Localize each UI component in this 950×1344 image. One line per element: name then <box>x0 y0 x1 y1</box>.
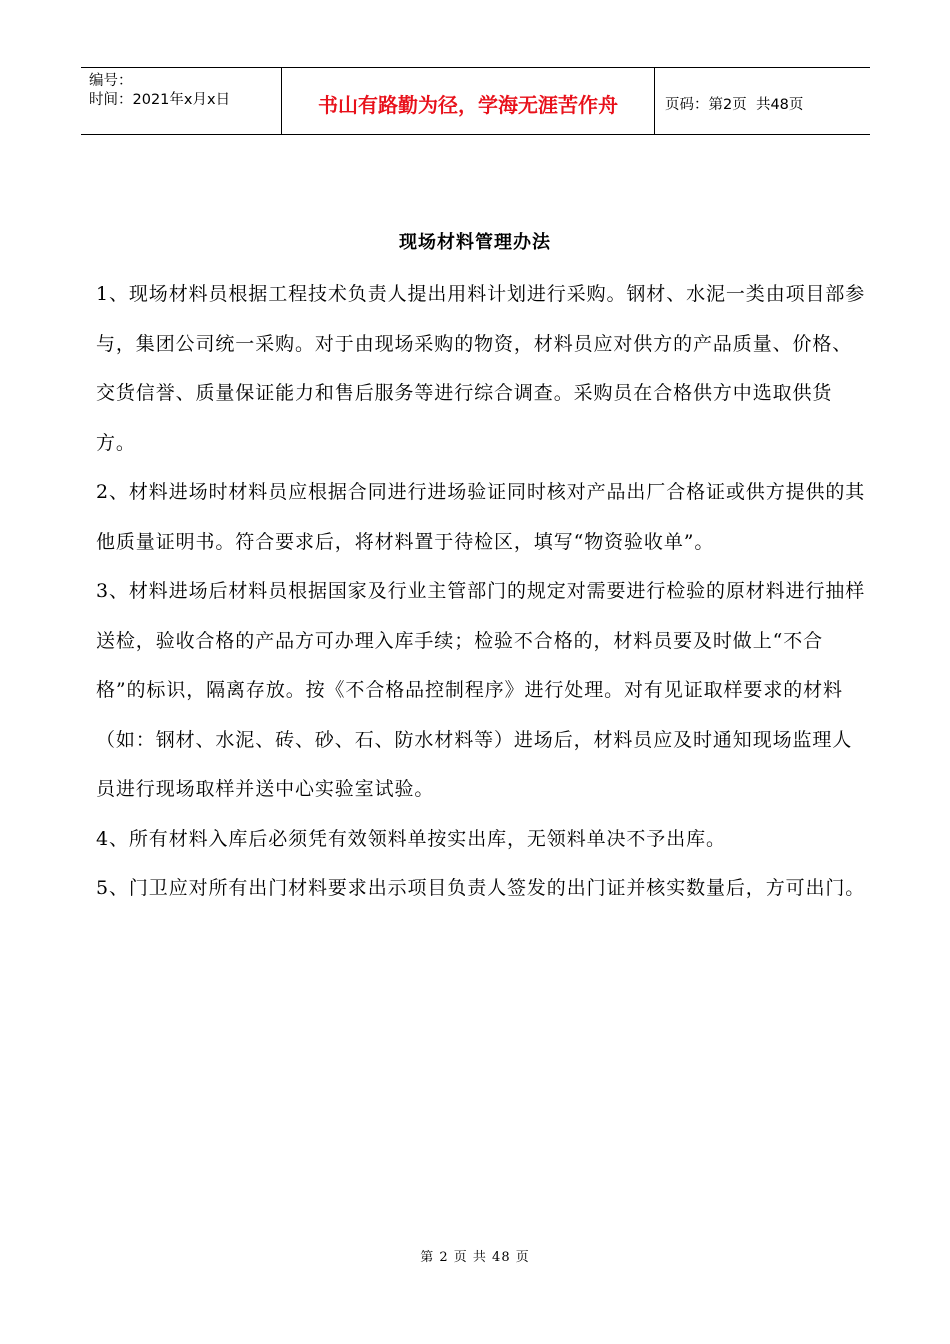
header-motto: 书山有路勤为径，学海无涯苦作舟 <box>282 68 655 134</box>
document-title: 现场材料管理办法 <box>399 232 551 253</box>
document-body <box>96 270 868 914</box>
page-footer: 第 2 页 共 48 页 <box>420 1250 530 1265</box>
paragraph-1: 1、现场材料员根据工程技术负责人提出用料计划进行采购。钢材、水泥一类由项目部参与，集团公司统一采购。对于由现场采购的物资，材料员应对供方的产品质量、价格、交货信誉、质量保证能力和售后服务等进行综合调查。采购员在合格供方中选取供货方。 <box>96 283 866 454</box>
header-page-info <box>655 68 870 134</box>
header-meta <box>81 68 282 134</box>
document-number-label: 编号： <box>89 73 133 89</box>
paragraph-3: 3、材料进场后材料员根据国家及行业主管部门的规定对需要进行检验的原材料进行抽样送检，验收合格的产品方可办理入库手续；检验不合格的，材料员要及时做上“不合格”的标识，隔离存放。按《不合格品控制程序》进行处理。对有见证取样要求的材料（如：钢材、水泥、砖、砂、石、防水材料等）进场后，材料员应及时通知现场监理人员进行现场取样并送中心实验室试验。 <box>96 580 866 800</box>
paragraph-2: 2、材料进场时材料员应根据合同进行进场验证同时核对产品出厂合格证或供方提供的其他质量证明书。符合要求后，将材料置于待检区，填写“物资验收单”。 <box>96 481 866 553</box>
paragraph-5: 5、门卫应对所有出门材料要求出示项目负责人签发的出门证并核实数量后，方可出门。 <box>96 877 866 899</box>
paragraph-4: 4、所有材料入库后必须凭有效领料单按实出库，无领料单决不予出库。 <box>96 827 726 850</box>
document-date: 时间：2021年x月x日 <box>89 92 231 108</box>
page-info-text: 页码：第2页 共48页 <box>665 96 804 113</box>
page-header <box>81 67 870 135</box>
